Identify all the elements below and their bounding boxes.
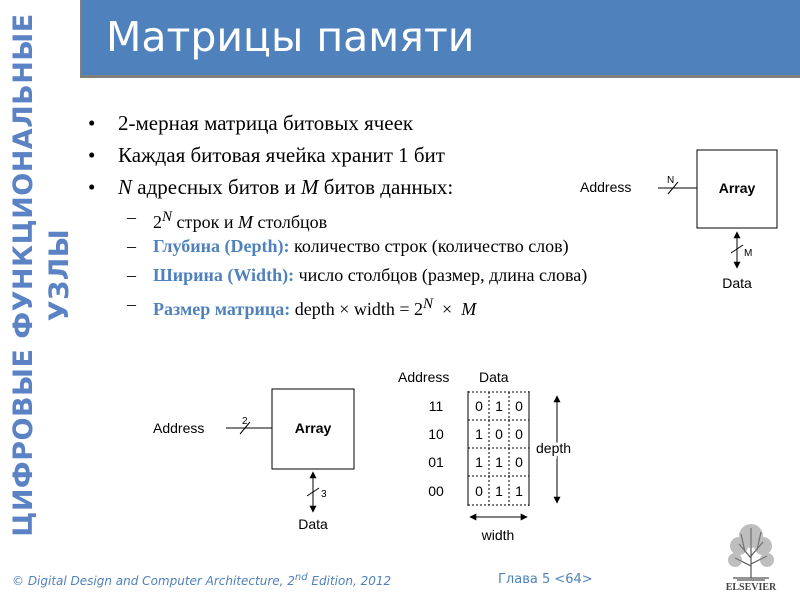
address-width-label: 2 [242, 416, 248, 427]
depth-term: Глубина (Depth): [153, 236, 290, 256]
footer-suffix: Edition, 2012 [307, 574, 392, 588]
bit-cell: 0 [495, 426, 503, 442]
footer-sup: nd [294, 572, 308, 583]
logo-text: ELSEVIER [725, 582, 777, 593]
size-term: Размер матрица: [153, 299, 291, 319]
width-definition: число столбцов (размер, длина слова) [294, 265, 588, 285]
size-formula: depth × width = 2 [290, 299, 424, 319]
width-label: width [481, 527, 515, 543]
sidebar-title-line1: ЦИФРОВЫЕ ФУНКЦИОНАЛЬНЫЕ [8, 13, 39, 537]
var-n: N [118, 175, 133, 199]
array-label: Array [294, 420, 332, 436]
memory-table [398, 369, 571, 543]
address-cell: 01 [428, 454, 444, 470]
bit-cell: 0 [515, 426, 523, 442]
bullet-text: Каждая битовая ячейка хранит 1 бит [118, 143, 445, 167]
sub-bullet-text: строк и [172, 212, 238, 232]
dash-marker: – [127, 294, 136, 314]
rows-base: 2 [153, 212, 162, 232]
bit-cell: 1 [495, 398, 503, 414]
data-header: Data [479, 369, 509, 385]
depth-label: depth [536, 440, 572, 456]
bullet-text: адресных битов и [132, 175, 302, 199]
array-label: Array [718, 180, 756, 196]
bit-cell: 0 [475, 398, 483, 414]
page-number: Глава 5 <64> [498, 572, 593, 587]
address-cell: 00 [428, 483, 444, 499]
footer-prefix: © Digital Design and Computer Architecture, 2 [12, 574, 295, 588]
bullet-text-tail: битов данных: [318, 175, 454, 199]
var-m: M [461, 299, 477, 319]
data-label: Data [722, 275, 752, 291]
bit-cell: 0 [515, 454, 523, 470]
address-cell: 10 [428, 426, 444, 442]
bullet-marker: • [88, 143, 96, 167]
elsevier-logo [713, 518, 789, 594]
bit-cell: 1 [495, 454, 503, 470]
address-cell: 11 [428, 398, 444, 414]
bit-cell: 0 [475, 483, 483, 499]
generic-array-diagram [580, 150, 777, 291]
address-label: Address [153, 420, 205, 436]
bullet-text: 2-мерная матрица битовых ячеек [118, 111, 414, 135]
dash-marker: – [127, 236, 136, 256]
width-term: Ширина (Width): [153, 265, 295, 285]
depth-definition: количество строк (количество слов) [289, 236, 569, 256]
data-label: Data [298, 516, 328, 532]
rows-exp-n: N [162, 209, 173, 225]
bit-cell: 1 [475, 426, 483, 442]
var-m: M [301, 175, 319, 199]
data-width-label: 3 [321, 489, 327, 500]
size-exp-n: N [423, 296, 434, 312]
bullet-marker: • [88, 111, 96, 135]
dash-marker: – [127, 207, 136, 227]
bit-cell: 1 [515, 483, 523, 499]
bullet-marker: • [88, 175, 96, 199]
bit-cell: 1 [495, 483, 503, 499]
sub-bullet-text-tail: столбцов [252, 212, 328, 232]
data-width-label: M [744, 248, 753, 259]
address-label: Address [580, 179, 632, 195]
var-m: M [237, 212, 253, 232]
bit-cell: 0 [515, 398, 523, 414]
address-width-label: N [667, 175, 675, 186]
sidebar-title-line2: УЗЛЫ [44, 228, 75, 322]
bit-cell: 1 [475, 454, 483, 470]
address-header: Address [398, 369, 450, 385]
dash-marker: – [127, 265, 136, 285]
footer-copyright [12, 572, 391, 588]
size-times: × [433, 299, 462, 319]
slide-title: Матрицы памяти [106, 13, 475, 61]
example-array-diagram [153, 389, 354, 532]
